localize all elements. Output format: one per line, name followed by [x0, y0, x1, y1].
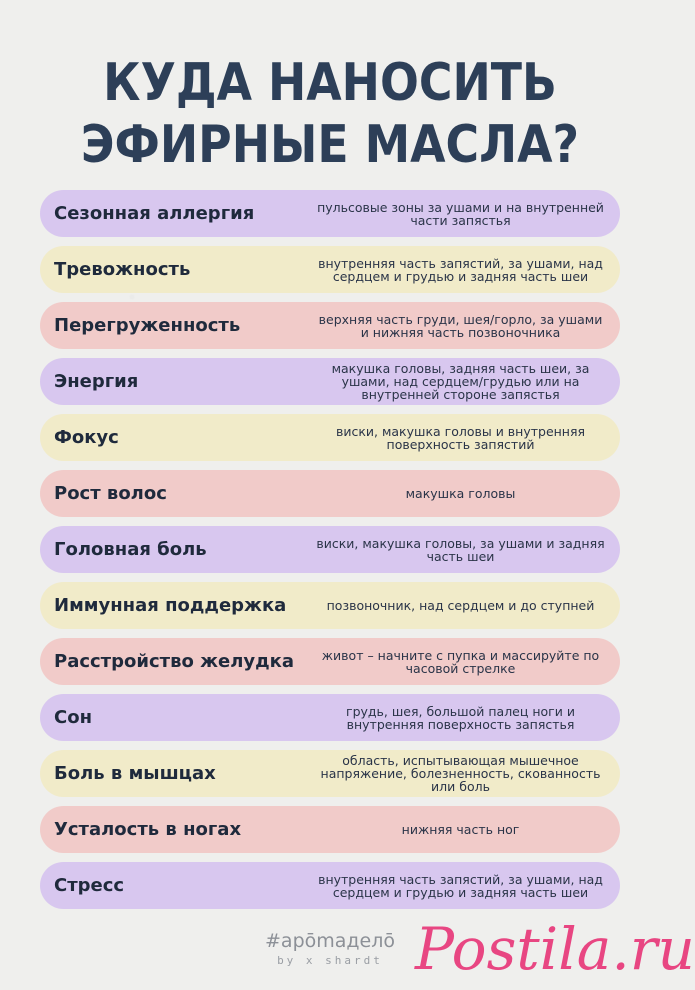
table-row — [40, 470, 620, 517]
row-desc: область, испытывающая мышечное напряжение, болезненность, скованность или боль — [320, 753, 601, 794]
row-label: Усталость в ногах — [54, 819, 242, 840]
row-label: Сон — [54, 707, 93, 728]
row-desc: виски, макушка головы, за ушами и задняя часть шеи — [316, 535, 605, 564]
page-title — [40, 52, 621, 176]
row-label: Энергия — [54, 371, 139, 392]
watermark: Postila.ru — [415, 915, 695, 983]
row-desc: макушка головы, задняя часть шеи, за ушами, над сердцем/грудью или на внутренней стороне запястья — [331, 361, 590, 402]
row-label: Головная боль — [54, 539, 207, 560]
oil-table — [40, 190, 620, 918]
row-desc: живот – начните с пупка и массируйте по часовой стрелке — [321, 647, 600, 676]
table-row — [40, 190, 620, 237]
row-desc: внутренняя часть запястий, за ушами, над сердцем и грудью и задняя часть шеи — [318, 871, 603, 900]
hashtag[interactable]: #apōmaделō — [265, 930, 395, 952]
row-desc: макушка головы — [405, 486, 516, 501]
table-row — [40, 638, 620, 685]
row-label: Фокус — [54, 427, 119, 448]
row-label: Тревожность — [54, 259, 191, 280]
table-row — [40, 302, 620, 349]
row-desc: виски, макушка головы и внутренняя поверхность запястий — [335, 423, 586, 452]
table-row — [40, 582, 620, 629]
table-row — [40, 694, 620, 741]
table-row — [40, 806, 620, 853]
row-desc: верхняя часть груди, шея/горло, за ушами и нижняя часть позвоночника — [318, 311, 603, 340]
row-desc: пульсовые зоны за ушами и на внутренней части запястья — [317, 199, 604, 228]
row-label: Стресс — [54, 875, 125, 896]
row-desc: позвоночник, над сердцем и до ступней — [326, 598, 595, 613]
row-label: Иммунная поддержка — [54, 595, 287, 616]
table-row — [40, 246, 620, 293]
author-credit: by x shardt — [277, 954, 383, 967]
row-label: Перегруженность — [54, 315, 241, 336]
table-row — [40, 862, 620, 909]
row-desc: внутренняя часть запястий, за ушами, над сердцем и грудью и задняя часть шеи — [318, 255, 603, 284]
title-line-1: КУДА НАНОСИТЬ — [103, 53, 557, 113]
row-label: Боль в мышцах — [54, 763, 216, 784]
row-label: Расстройство желудка — [54, 651, 295, 672]
row-desc: грудь, шея, большой палец ноги и внутренняя поверхность запястья — [346, 703, 575, 732]
row-label: Рост волос — [54, 483, 167, 504]
table-row — [40, 358, 620, 405]
table-row — [40, 526, 620, 573]
row-label: Сезонная аллергия — [54, 203, 255, 224]
table-row — [40, 750, 620, 797]
row-desc: нижняя часть ног — [401, 822, 520, 837]
table-row — [40, 414, 620, 461]
title-line-2: ЭФИРНЫЕ МАСЛА? — [80, 115, 580, 175]
